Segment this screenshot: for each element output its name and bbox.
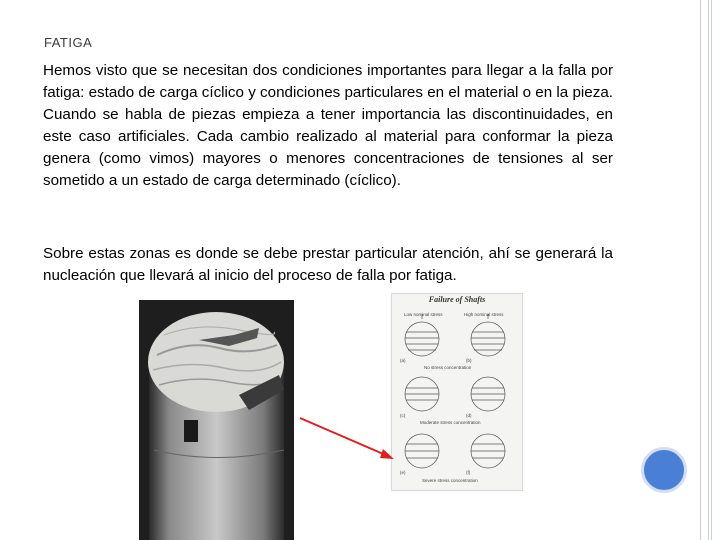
frame-line [700, 0, 701, 540]
shaft-section-f [471, 434, 505, 468]
fractured-shaft-photo [139, 300, 294, 540]
body-paragraph-2: Sobre estas zonas es donde se debe prestar particular atención, ahí se generará la nucleación que llevará al inicio del proceso de falla por fatiga. [43, 245, 613, 284]
label-f: (f) [466, 470, 471, 475]
shaft-section-a [405, 322, 439, 356]
shaft-section-b [471, 322, 505, 356]
frame-line [708, 0, 709, 540]
diagram-title: Failure of Shafts [428, 295, 486, 304]
label-low-nominal: Low nominal stress [404, 312, 443, 317]
shaft-section-c [405, 377, 439, 411]
shaft-section-d [471, 377, 505, 411]
failure-of-shafts-diagram [391, 293, 523, 491]
label-no-conc: No stress concentration [424, 365, 472, 370]
label-b: (b) [466, 358, 472, 363]
slide-nav-circle[interactable] [641, 447, 687, 493]
label-e: (e) [400, 470, 406, 475]
label-a: (a) [400, 358, 406, 363]
label-d: (d) [466, 413, 472, 418]
label-c: (c) [400, 413, 406, 418]
label-moderate: Moderate stress concentration [420, 420, 481, 425]
label-high-nominal: High nominal stress [464, 312, 504, 317]
slide-title: FATIGA [44, 35, 93, 50]
frame-line [711, 0, 712, 540]
body-paragraph-1: Hemos visto que se necesitan dos condiciones importantes para llegar a la falla por fatiga: estado de carga cíclico y condiciones particulares en el material o en la pieza. Cuando se habla de piezas empieza a tener importancia las discontinuidades, en este caso artificiales. Cada cambio realizado al material para conformar la pieza genera (como vimos) mayores o menores concentraciones de tensiones al ser sometido a un estado de carga determinado (cíclico). [43, 62, 613, 189]
shaft-section-e [405, 434, 439, 468]
label-severe: Severe stress concentration [422, 478, 478, 483]
